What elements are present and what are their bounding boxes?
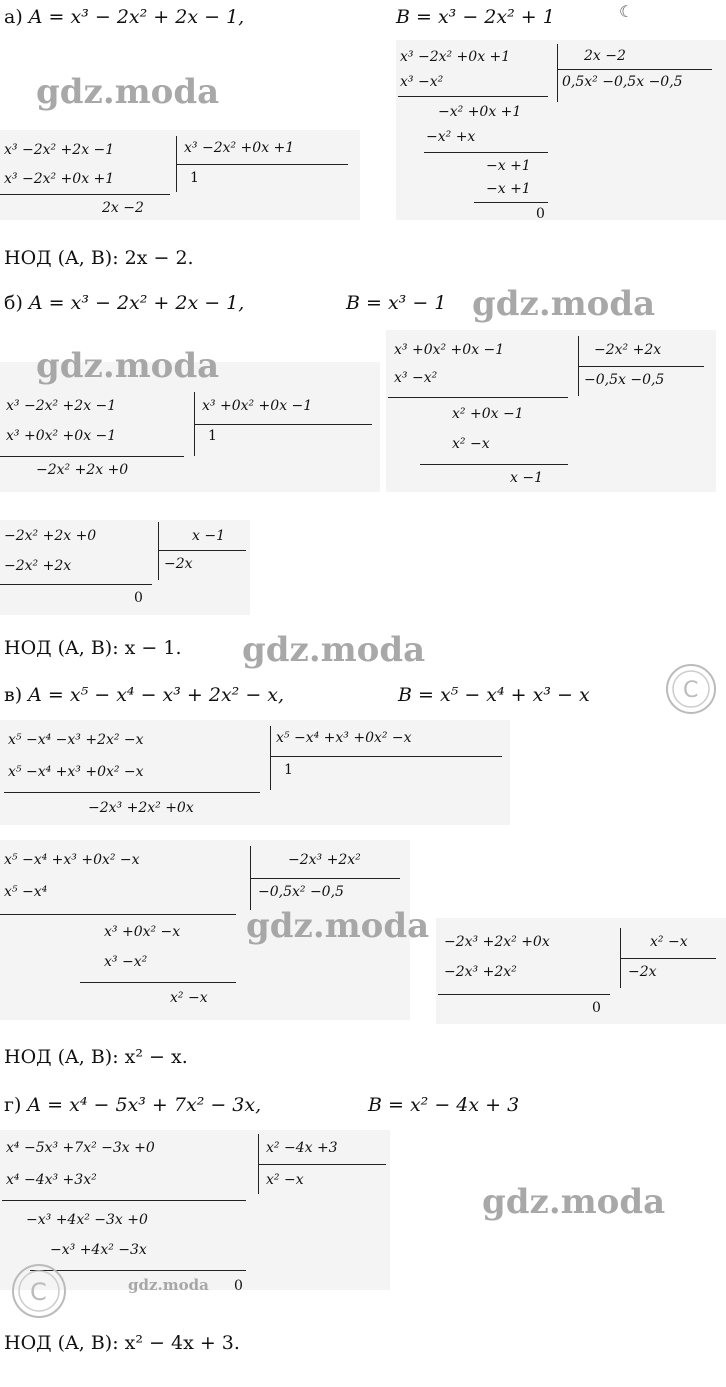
part-a-polynomial-A: A = x³ − 2x² + 2x − 1, — [28, 6, 245, 28]
b-div2-quotient: −0,5x −0,5 — [584, 372, 665, 388]
part-d-header — [4, 1094, 520, 1116]
a-div2-divisor: 2x −2 — [584, 48, 626, 64]
part-d-label: г) — [4, 1094, 22, 1116]
c-div2-row1: x⁵ −x⁴ +x³ +0x² −x — [4, 852, 140, 868]
c-div2-divisor: −2x³ +2x² — [288, 852, 361, 868]
a-gcd: НОД (A, B): 2x − 2. — [4, 247, 194, 269]
c-div2-row2: x⁵ −x⁴ — [4, 884, 48, 900]
b-div1-row3: −2x² +2x +0 — [36, 462, 129, 478]
a-div1-row2: x³ −2x² +0x +1 — [4, 171, 115, 187]
d-div1-row2: x⁴ −4x³ +3x² — [6, 1172, 97, 1188]
part-b-header — [4, 292, 447, 314]
a-div1-row1: x³ −2x² +2x −1 — [4, 142, 115, 158]
b-div3-divisor: x −1 — [192, 528, 225, 544]
svg-text:C: C — [30, 1278, 47, 1306]
c-gcd: НОД (A, B): x² − x. — [4, 1046, 188, 1068]
c-div2-quotient: −0,5x² −0,5 — [258, 884, 344, 900]
b-div2-row3: x² +0x −1 — [452, 406, 524, 422]
a-div2-row1: x³ −2x² +0x +1 — [400, 49, 511, 65]
svg-text:C: C — [683, 678, 699, 703]
watermark-4: gdz.moda — [242, 630, 426, 670]
watermark-6: gdz.moda — [482, 1182, 666, 1222]
part-a-header — [4, 6, 555, 28]
watermark-1: gdz.moda — [36, 72, 220, 112]
a-div2-row3: −x² +0x +1 — [438, 104, 522, 120]
c-div2-row4: x³ −x² — [104, 954, 148, 970]
part-c-label: в) — [4, 684, 23, 706]
a-div2-row4: −x² +x — [426, 129, 476, 145]
part-b-polynomial-A: A = x³ − 2x² + 2x − 1, — [28, 292, 245, 314]
a-div2-remainder: 0 — [536, 206, 545, 222]
part-a-label: а) — [4, 6, 23, 28]
b-div3-quotient: −2x — [164, 556, 193, 572]
c-div1-row2: x⁵ −x⁴ +x³ +0x² −x — [8, 764, 144, 780]
part-d-polynomial-B: B = x² − 4x + 3 — [368, 1094, 520, 1116]
c-div1-row1: x⁵ −x⁴ −x³ +2x² −x — [8, 732, 144, 748]
b-div2-divisor: −2x² +2x — [594, 342, 662, 358]
part-b-polynomial-B: B = x³ − 1 — [346, 292, 447, 314]
a-div1-quotient: 1 — [190, 170, 199, 186]
part-c-header — [4, 684, 590, 706]
d-div1-quotient: x² −x — [266, 1172, 304, 1188]
b-div2-row5: x −1 — [510, 470, 543, 486]
c-div3-row1: −2x³ +2x² +0x — [444, 934, 550, 950]
b-div2-row4: x² −x — [452, 436, 490, 452]
d-div1-divisor: x² −4x +3 — [266, 1140, 338, 1156]
d-div1-row3: −x³ +4x² −3x +0 — [26, 1212, 148, 1228]
c-div1-divisor: x⁵ −x⁴ +x³ +0x² −x — [276, 730, 412, 746]
c-div3-row2: −2x³ +2x² — [444, 964, 517, 980]
a-div2-row6: −x +1 — [486, 181, 531, 197]
c-div3-remainder: 0 — [592, 1000, 601, 1016]
a-div1-row3: 2x −2 — [102, 200, 144, 216]
part-b-label: б) — [4, 292, 23, 314]
d-div1-remainder: 0 — [234, 1278, 243, 1294]
moon-icon: ☾ — [619, 2, 634, 21]
b-div3-row1: −2x² +2x +0 — [4, 528, 97, 544]
b-div2-row1: x³ +0x² +0x −1 — [394, 342, 505, 358]
b-div3-row2: −2x² +2x — [4, 558, 72, 574]
c-div3-divisor: x² −x — [650, 934, 688, 950]
b-gcd: НОД (A, B): x − 1. — [4, 637, 182, 659]
copyright-seal-icon — [664, 662, 718, 716]
part-d-polynomial-A: A = x⁴ − 5x³ + 7x² − 3x, — [27, 1094, 262, 1116]
a-div2-quotient: 0,5x² −0,5x −0,5 — [562, 74, 683, 90]
c-div2-row3: x³ +0x² −x — [104, 924, 181, 940]
part-c-polynomial-A: A = x⁵ − x⁴ − x³ + 2x² − x, — [28, 684, 285, 706]
a-div2-row2: x³ −x² — [400, 74, 444, 90]
d-div1-row4: −x³ +4x² −3x — [50, 1242, 147, 1258]
c-div3-quotient: −2x — [628, 964, 657, 980]
b-div3-remainder: 0 — [134, 590, 143, 606]
b-div1-quotient: 1 — [208, 428, 217, 444]
watermark-5: gdz.moda — [246, 906, 430, 946]
c-div1-row3: −2x³ +2x² +0x — [88, 800, 194, 816]
part-a-polynomial-B: B = x³ − 2x² + 1 — [396, 6, 555, 28]
b-div2-row2: x³ −x² — [394, 370, 438, 386]
copyright-seal-icon — [10, 1262, 68, 1320]
c-div2-row5: x² −x — [170, 990, 208, 1006]
part-c-polynomial-B: B = x⁵ − x⁴ + x³ − x — [398, 684, 590, 706]
d-div1-row1: x⁴ −5x³ +7x² −3x +0 — [6, 1140, 155, 1156]
watermark-7: gdz.moda — [128, 1276, 209, 1294]
watermark-3: gdz.moda — [36, 346, 220, 386]
b-div1-row2: x³ +0x² +0x −1 — [6, 428, 117, 444]
b-div1-divisor: x³ +0x² +0x −1 — [202, 398, 313, 414]
a-div1-divisor: x³ −2x² +0x +1 — [184, 140, 295, 156]
d-gcd: НОД (A, B): x² − 4x + 3. — [4, 1332, 240, 1354]
a-div2-row5: −x +1 — [486, 158, 531, 174]
b-div1-row1: x³ −2x² +2x −1 — [6, 398, 117, 414]
c-div1-quotient: 1 — [284, 762, 293, 778]
watermark-2: gdz.moda — [472, 284, 656, 324]
